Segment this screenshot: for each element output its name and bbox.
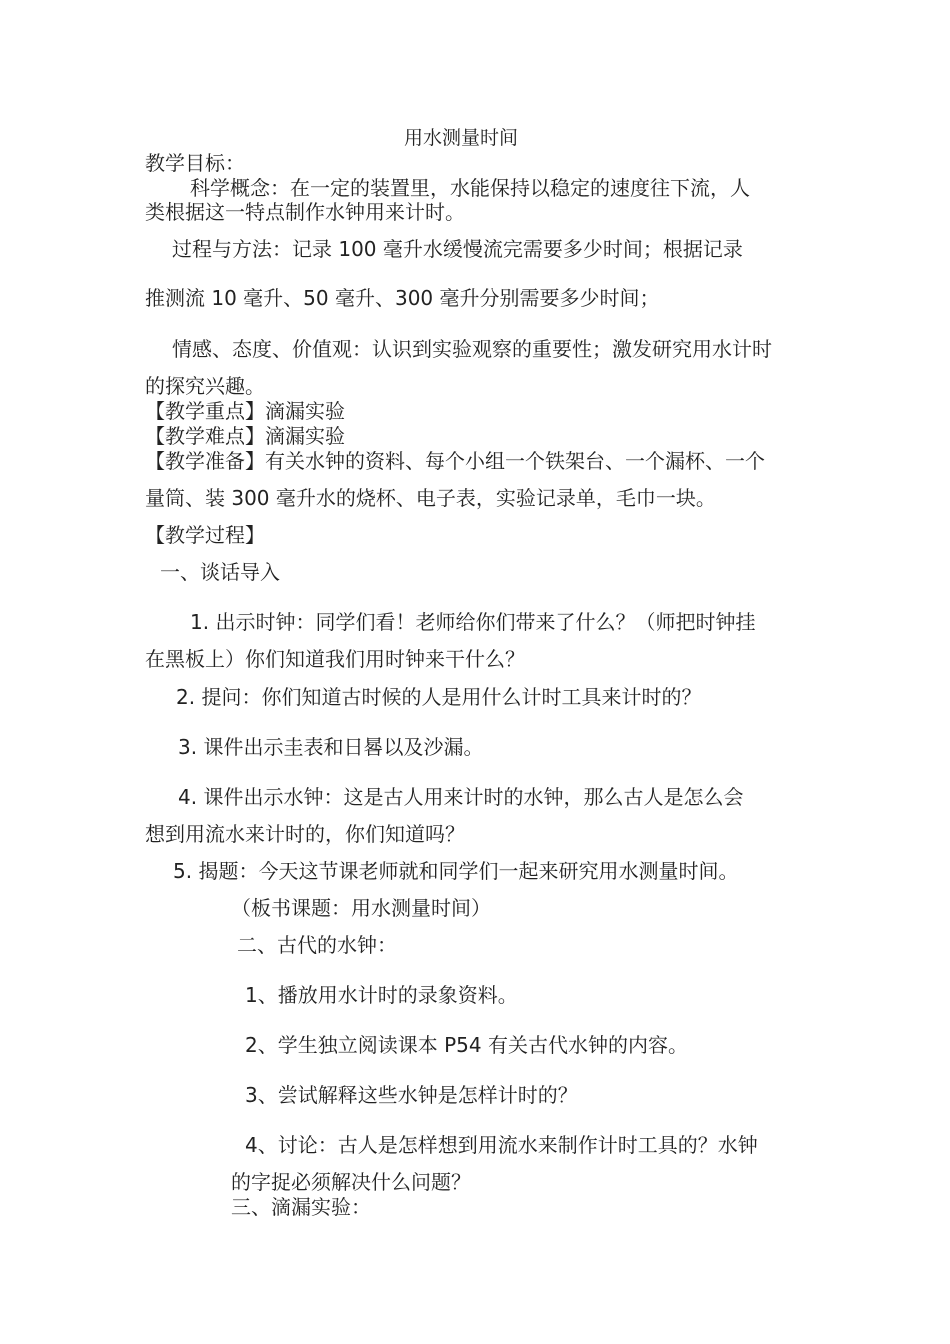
section1-item4-line2: 想到用流水来计时的，你们知道吗？ xyxy=(145,822,465,846)
section1-item3: 3. 课件出示圭表和日晷以及沙漏。 xyxy=(178,735,484,759)
section2-heading: 二、古代的水钟： xyxy=(237,933,397,957)
section3-heading: 三、滴漏实验： xyxy=(231,1195,371,1219)
emotion-attitude-line2: 的探究兴趣。 xyxy=(145,374,265,398)
key-point: 【教学重点】滴漏实验 xyxy=(145,399,345,423)
section1-item2: 2. 提问：你们知道古时候的人是用什么计时工具来计时的？ xyxy=(176,685,702,709)
preparation-line2: 量筒、装 300 毫升水的烧杯、电子表，实验记录单，毛巾一块。 xyxy=(145,486,716,510)
objectives-heading: 教学目标： xyxy=(145,151,245,175)
section1-item5: 5. 揭题：今天这节课老师就和同学们一起来研究用水测量时间。 xyxy=(173,859,739,883)
process-method-line2: 推测流 10 毫升、50 毫升、300 毫升分别需要多少时间； xyxy=(145,286,660,310)
science-concept-line1: 科学概念：在一定的装置里，水能保持以稳定的速度往下流，人 xyxy=(190,176,750,200)
board-title-note: （板书课题：用水测量时间） xyxy=(231,896,491,920)
section2-item2: 2、学生独立阅读课本 P54 有关古代水钟的内容。 xyxy=(245,1033,688,1057)
section1-item1-line2: 在黑板上）你们知道我们用时钟来干什么？ xyxy=(145,647,525,671)
emotion-attitude-line1: 情感、态度、价值观：认识到实验观察的重要性；激发研究用水计时 xyxy=(172,337,772,361)
science-concept-line2: 类根据这一特点制作水钟用来计时。 xyxy=(145,200,465,224)
section2-item4-line1: 4、讨论：古人是怎样想到用流水来制作计时工具的？水钟 xyxy=(245,1133,758,1157)
section1-heading: 一、谈话导入 xyxy=(160,560,280,584)
section2-item4-line2: 的字捉必须解决什么问题？ xyxy=(231,1170,471,1194)
preparation-line1: 【教学准备】有关水钟的资料、每个小组一个铁架台、一个漏杯、一个 xyxy=(145,449,765,473)
section2-item1: 1、播放用水计时的录象资料。 xyxy=(245,983,518,1007)
difficulty-point: 【教学难点】滴漏实验 xyxy=(145,424,345,448)
document-title: 用水测量时间 xyxy=(404,127,519,149)
process-heading: 【教学过程】 xyxy=(145,523,265,547)
process-method-line1: 过程与方法：记录 100 毫升水缓慢流完需要多少时间；根据记录 xyxy=(172,237,743,261)
section1-item1-line1: 1. 出示时钟：同学们看！老师给你们带来了什么？（师把时钟挂 xyxy=(190,610,756,634)
section2-item3: 3、尝试解释这些水钟是怎样计时的？ xyxy=(245,1083,578,1107)
section1-item4-line1: 4. 课件出示水钟：这是古人用来计时的水钟，那么古人是怎么会 xyxy=(178,785,744,809)
